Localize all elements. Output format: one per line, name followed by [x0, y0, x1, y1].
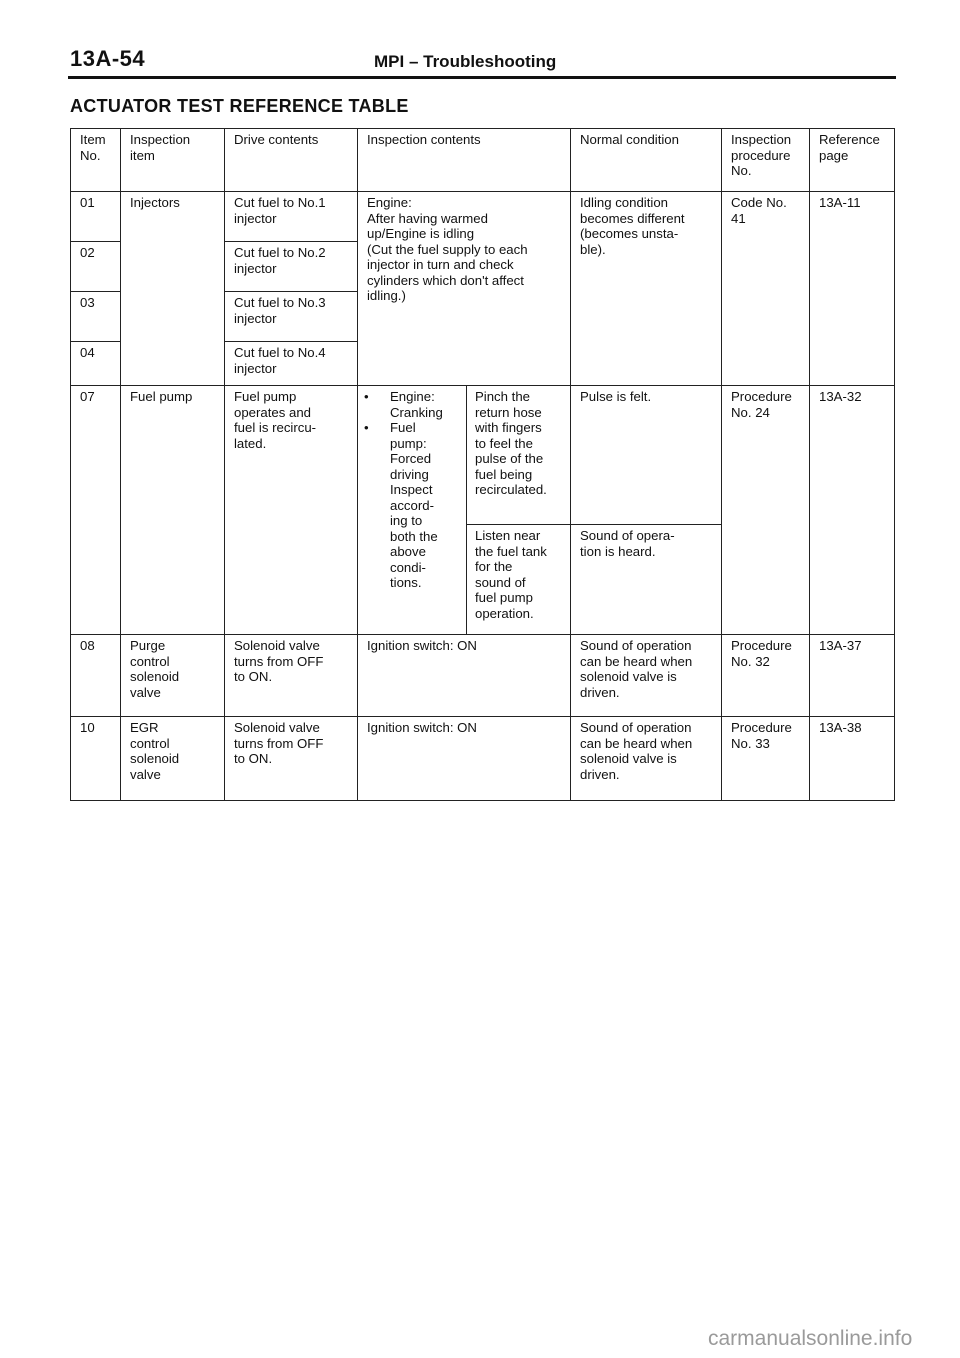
- bullet-mark: •: [364, 420, 369, 435]
- item-no-cell: 10: [71, 717, 121, 801]
- inspection-contents-cell: Ignition switch: ON: [358, 635, 571, 717]
- bullet-item: [364, 389, 466, 420]
- col-header-inspection-item: Inspection item: [121, 129, 225, 192]
- bullet-mark: •: [364, 389, 369, 404]
- item-no-cell: 03: [71, 292, 121, 342]
- bullet-text: Fuel pump: Forced driving Inspect accord- ing to both the above condi- tions.: [390, 420, 438, 590]
- header-rule: [68, 76, 896, 79]
- procedure-cell: Procedure No. 32: [722, 635, 810, 717]
- table-row: [71, 192, 895, 242]
- table-row: [71, 386, 895, 525]
- bullet-item: [364, 420, 466, 591]
- drive-contents-cell: Cut fuel to No.4 injector: [225, 342, 358, 386]
- inspection-conditions-cell: [358, 386, 467, 635]
- inspection-item-cell: Injectors: [121, 192, 225, 386]
- table-header-row: [71, 129, 895, 192]
- item-no-cell: 07: [71, 386, 121, 635]
- col-header-item-no: Item No.: [71, 129, 121, 192]
- inspection-method-cell: Listen near the fuel tank for the sound of fuel pump operation.: [467, 525, 571, 635]
- item-no-cell: 01: [71, 192, 121, 242]
- item-no-cell: 08: [71, 635, 121, 717]
- normal-condition-cell: Sound of operation can be heard when solenoid valve is driven.: [571, 717, 722, 801]
- item-no-cell: 02: [71, 242, 121, 292]
- footer-watermark: carmanualsonline.info: [708, 1327, 913, 1350]
- table-title: ACTUATOR TEST REFERENCE TABLE: [70, 96, 409, 116]
- normal-condition-cell: Sound of operation can be heard when solenoid valve is driven.: [571, 635, 722, 717]
- reference-page-cell: 13A-11: [810, 192, 895, 386]
- inspection-item-cell: Purge control solenoid valve: [121, 635, 225, 717]
- reference-page-cell: 13A-32: [810, 386, 895, 635]
- drive-contents-cell: Fuel pump operates and fuel is recircu- lated.: [225, 386, 358, 635]
- normal-condition-cell: Sound of opera- tion is heard.: [571, 525, 722, 635]
- table-row: [71, 717, 895, 801]
- inspection-method-cell: Pinch the return hose with fingers to feel the pulse of the fuel being recirculated.: [467, 386, 571, 525]
- inspection-contents-cell: Engine: After having warmed up/Engine is idling (Cut the fuel supply to each injector in turn and check cylinders which don't affect idling.): [358, 192, 571, 386]
- col-header-drive-contents: Drive contents: [225, 129, 358, 192]
- inspection-item-cell: Fuel pump: [121, 386, 225, 635]
- bullet-text: Engine: Cranking: [390, 389, 443, 420]
- inspection-item-cell: EGR control solenoid valve: [121, 717, 225, 801]
- drive-contents-cell: Solenoid valve turns from OFF to ON.: [225, 635, 358, 717]
- reference-page-cell: 13A-37: [810, 635, 895, 717]
- reference-page-cell: 13A-38: [810, 717, 895, 801]
- section-title: MPI – Troubleshooting: [374, 52, 557, 71]
- procedure-cell: Procedure No. 24: [722, 386, 810, 635]
- drive-contents-cell: Cut fuel to No.3 injector: [225, 292, 358, 342]
- col-header-reference-page: Reference page: [810, 129, 895, 192]
- procedure-cell: Code No. 41: [722, 192, 810, 386]
- col-header-inspection-procedure: Inspection procedure No.: [722, 129, 810, 192]
- procedure-cell: Procedure No. 33: [722, 717, 810, 801]
- drive-contents-cell: Cut fuel to No.2 injector: [225, 242, 358, 292]
- actuator-test-table: [70, 128, 895, 801]
- drive-contents-cell: Solenoid valve turns from OFF to ON.: [225, 717, 358, 801]
- drive-contents-cell: Cut fuel to No.1 injector: [225, 192, 358, 242]
- inspection-contents-cell: Ignition switch: ON: [358, 717, 571, 801]
- col-header-normal-condition: Normal condition: [571, 129, 722, 192]
- table-row: [71, 635, 895, 717]
- normal-condition-cell: Pulse is felt.: [571, 386, 722, 525]
- normal-condition-cell: Idling condition becomes different (becomes unsta- ble).: [571, 192, 722, 386]
- page-number: 13A-54: [70, 46, 146, 71]
- col-header-inspection-contents: Inspection contents: [358, 129, 571, 192]
- item-no-cell: 04: [71, 342, 121, 386]
